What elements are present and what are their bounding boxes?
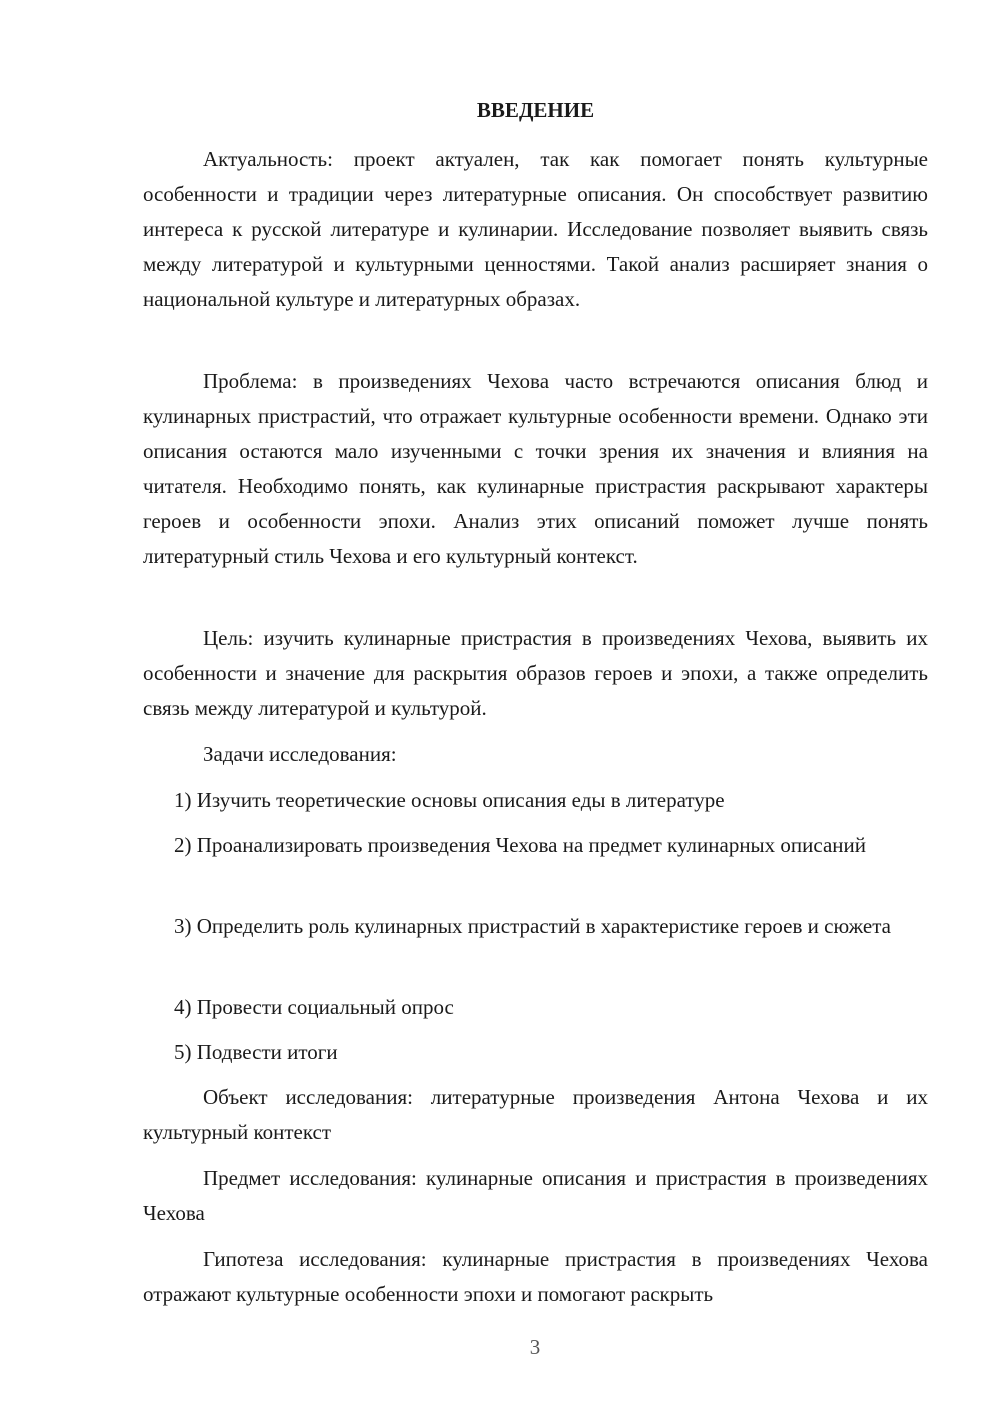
list-item-task-2: 2) Проанализировать произведения Чехова на предмет кулинарных описаний (174, 833, 867, 857)
list-item-task-4: 4) Провести социальный опрос (174, 995, 454, 1019)
page-title: ВВЕДЕНИЕ (476, 98, 595, 122)
list-item-task-3: 3) Определить роль кулинарных пристрастий в характеристике героев и сюжета (174, 914, 891, 938)
paragraph-relevance: Актуальность: проект актуален, так как помогает понять культурные особенности и традиции через литературные описания. Он способствует развитию интереса к русской литературе и кулинарии. Исследование позволяет выявить связь между литературой и культурными ценностями. Такой анализ расширяет знания о национальной культуре и литературных образах. (143, 147, 928, 311)
list-item-task-1: 1) Изучить теоретические основы описания еды в литературе (174, 788, 725, 812)
page-number: 3 (529, 1335, 541, 1359)
paragraph-tasks-heading: Задачи исследования: (203, 742, 397, 766)
paragraph-goal: Цель: изучить кулинарные пристрастия в произведениях Чехова, выявить их особенности и значение для раскрытия образов героев и эпохи, а также определить связь между литературой и культурой. (143, 626, 928, 720)
paragraph-hypothesis: Гипотеза исследования: кулинарные пристрастия в произведениях Чехова отражают культурные особенности эпохи и помогают раскрыть (143, 1247, 928, 1306)
paragraph-object: Объект исследования: литературные произведения Антона Чехова и их культурный контекст (143, 1085, 928, 1144)
list-item-task-5: 5) Подвести итоги (174, 1040, 338, 1064)
paragraph-subject: Предмет исследования: кулинарные описания и пристрастия в произведениях Чехова (143, 1166, 928, 1225)
paragraph-problem: Проблема: в произведениях Чехова часто встречаются описания блюд и кулинарных пристрастий, что отражает культурные особенности времени. Однако эти описания остаются мало изученными с точки зрения их значения и влияния на читателя. Необходимо понять, как кулинарные пристрастия раскрывают характеры героев и особенности эпохи. Анализ этих описаний поможет лучше понять литературный стиль Чехова и его культурный контекст. (143, 369, 928, 568)
